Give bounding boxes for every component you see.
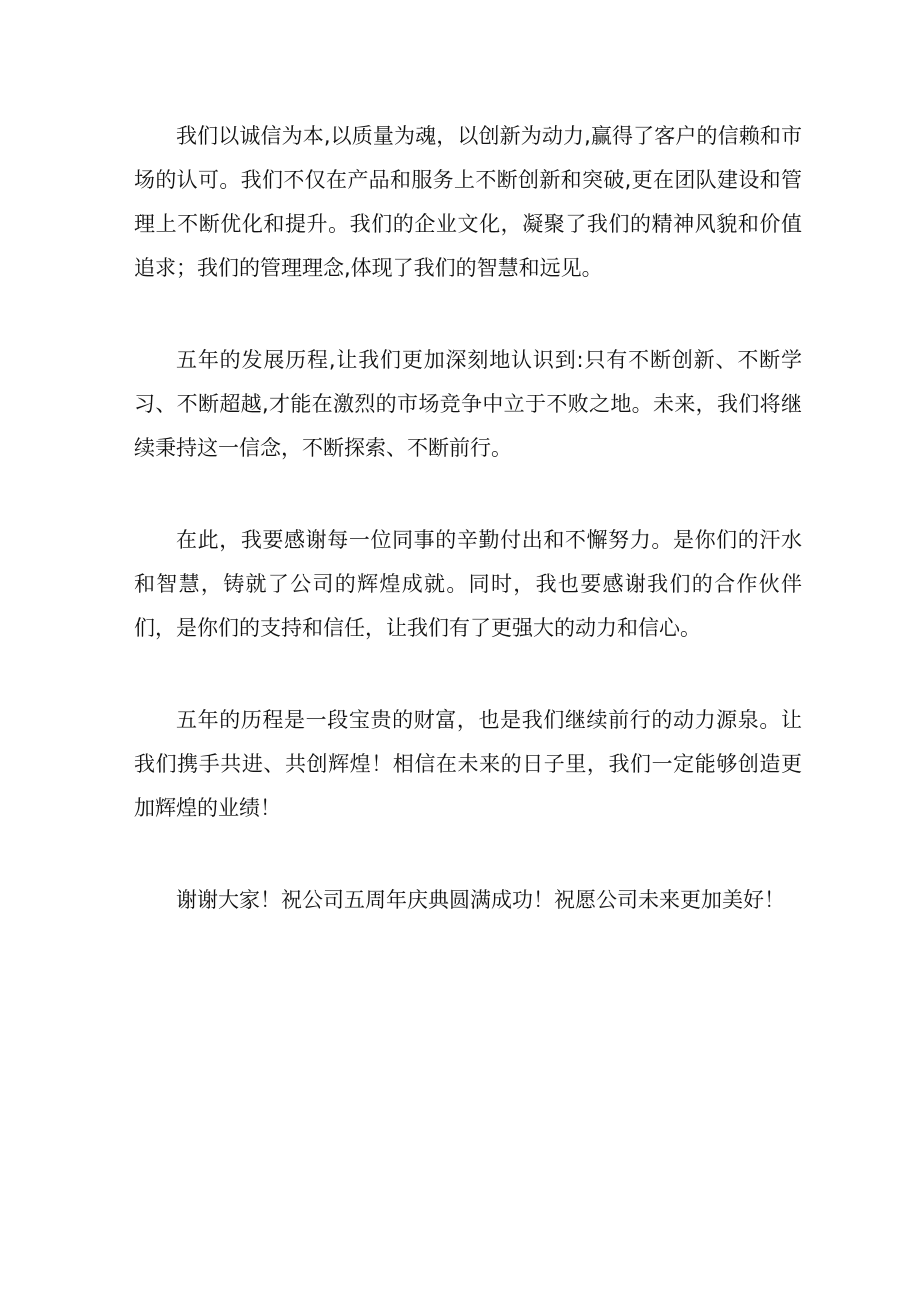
paragraph-5: 谢谢大家！祝公司五周年庆典圆满成功！祝愿公司未来更加美好！ xyxy=(176,888,785,912)
document-body xyxy=(134,114,802,922)
paragraph-3: 在此，我要感谢每一位同事的辛勤付出和不懈努力。是你们的汗水和智慧，铸就了公司的辉煌成就。同时，我也要感谢我们的合作伙伴们，是你们的支持和信任，让我们有了更强大的动力和信心。 xyxy=(134,528,802,640)
paragraph-1: 我们以诚信为本,以质量为魂，以创新为动力,赢得了客户的信赖和市场的认可。我们不仅在产品和服务上不断创新和突破,更在团队建设和管理上不断优化和提升。我们的企业文化，凝聚了我们的精神风貌和价值追求；我们的管理理念,体现了我们的智慧和远见。 xyxy=(134,124,802,280)
paragraph-2: 五年的发展历程,让我们更加深刻地认识到:只有不断创新、不断学习、不断超越,才能在激烈的市场竞争中立于不败之地。未来，我们将继续秉持这一信念，不断探索、不断前行。 xyxy=(134,348,802,460)
paragraph-4: 五年的历程是一段宝贵的财富，也是我们继续前行的动力源泉。让我们携手共进、共创辉煌！相信在未来的日子里，我们一定能够创造更加辉煌的业绩！ xyxy=(134,708,802,820)
